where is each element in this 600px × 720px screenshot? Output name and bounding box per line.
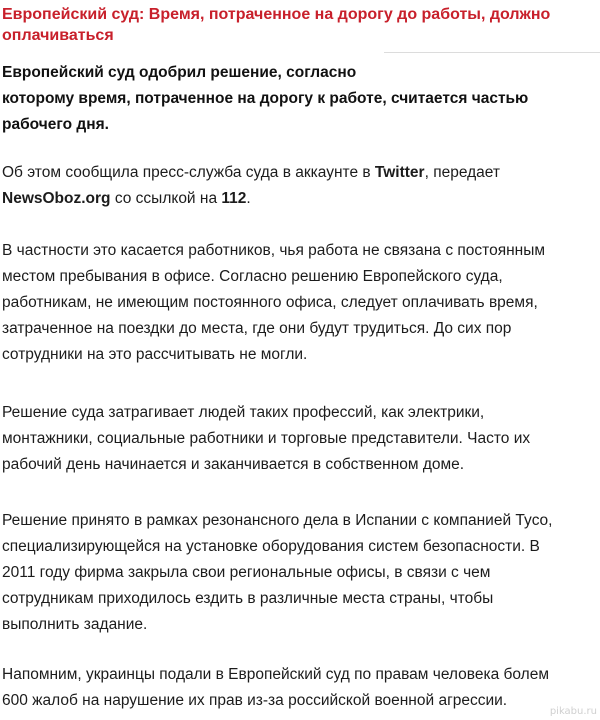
paragraph-line: сотрудникам приходилось ездить в различные места страны, чтобы <box>2 590 494 607</box>
watermark: pikabu.ru <box>549 706 597 717</box>
paragraph-line: рабочий день начинается и заканчивается в собственном доме. <box>2 456 465 473</box>
paragraph-line: местом пребывания в офисе. Согласно решению Европейского суда, <box>2 268 503 285</box>
paragraph-case <box>2 508 598 638</box>
paragraph-line: работникам, не имеющим постоянного офиса, следует оплачивать время, <box>2 294 538 311</box>
text-segment: Об этом сообщила пресс-служба суда в аккаунте в <box>2 164 375 181</box>
paragraph-source <box>2 160 598 212</box>
paragraph-line: Решение принято в рамках резонансного дела в Испании с компанией Tyco, <box>2 512 553 529</box>
paragraph-line: выполнить задание. <box>2 616 148 633</box>
lead-line: которому время, потраченное на дорогу к работе, считается частью <box>2 90 529 107</box>
reference-link[interactable]: 112 <box>221 190 247 207</box>
paragraph-line: Напомним, украинцы подали в Европейский суд по правам человека болем <box>2 666 549 683</box>
paragraph-line <box>2 186 598 212</box>
paragraph-workers <box>2 238 598 368</box>
paragraph-line: Решение суда затрагивает людей таких профессий, как электрики, <box>2 404 485 421</box>
text-segment: , передает <box>424 164 500 181</box>
text-segment: . <box>246 190 251 207</box>
lead-line: рабочего дня. <box>2 116 109 133</box>
article-lead <box>2 60 596 138</box>
paragraph-line: монтажники, социальные работники и торговые представители. Часто их <box>2 430 531 447</box>
paragraph-line <box>2 160 598 186</box>
source-site-link[interactable]: NewsOboz.org <box>2 190 111 207</box>
text-segment: со ссылкой на <box>110 190 222 207</box>
paragraph-line: В частности это касается работников, чья работа не связана с постоянным <box>2 242 546 259</box>
paragraph-line: 600 жалоб на нарушение их прав из-за российской военной агрессии. <box>2 692 508 709</box>
paragraph-line: 2011 году фирма закрыла свои региональные офисы, в связи с чем <box>2 564 491 581</box>
article-title: Европейский суд: Время, потраченное на дорогу до работы, должно оплачиваться <box>2 6 551 44</box>
lead-line: Европейский суд одобрил решение, согласно <box>2 64 357 81</box>
paragraph-complaints <box>2 662 598 714</box>
paragraph-professions <box>2 400 598 478</box>
twitter-link[interactable]: Twitter <box>374 164 425 181</box>
paragraph-line: затраченное на поездки до места, где они будут трудиться. До сих пор <box>2 320 512 337</box>
title-divider <box>384 52 600 53</box>
paragraph-line: специализирующейся на установке оборудования систем безопасности. В <box>2 538 540 555</box>
paragraph-line: сотрудники на это рассчитывать не могли. <box>2 346 308 363</box>
